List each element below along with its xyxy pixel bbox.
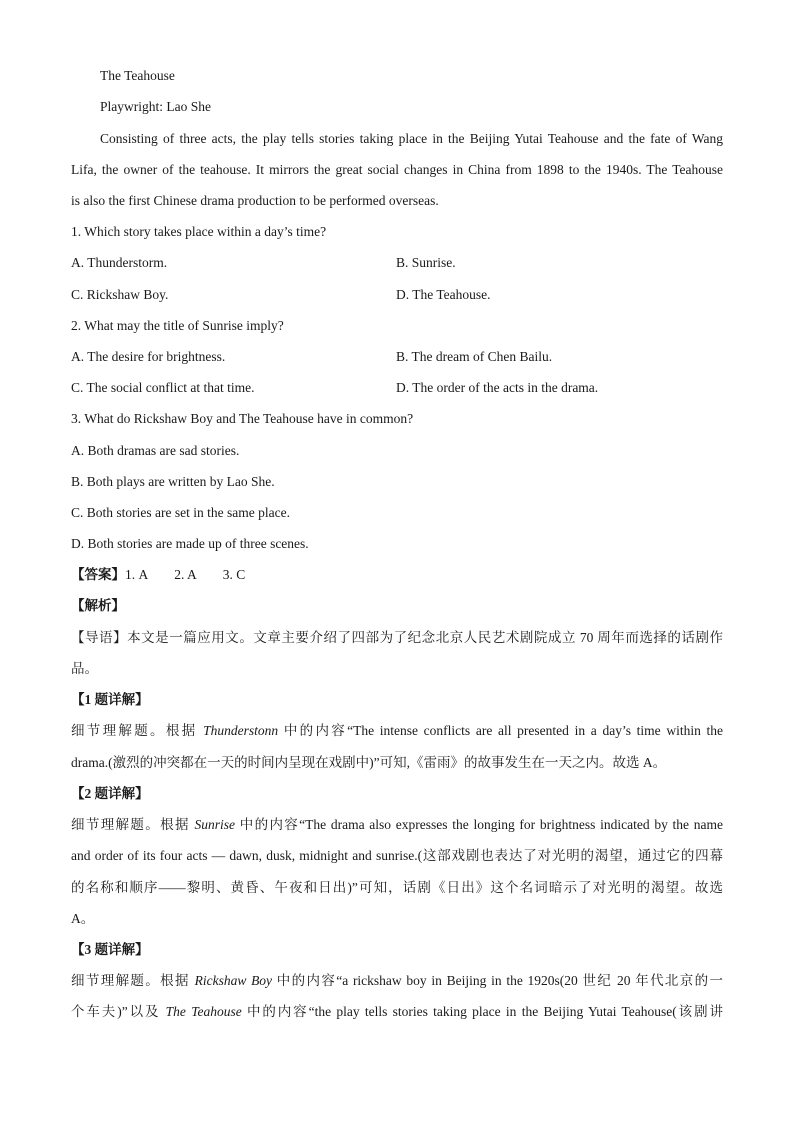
passage-paragraph-line: is also the first Chinese drama production to be performed overseas.	[71, 193, 439, 208]
q2-detail-line: 的名称和顺序——黎明、黄昏、午夜和日出)”可知，话剧《日出》这个名词暗示了对光明的渴望。故选	[71, 880, 723, 895]
question-3-option-b: B. Both plays are written by Lao She.	[71, 474, 275, 489]
q2-text: 细节理解题。根据	[71, 817, 195, 832]
q1-detail-line: drama.(激烈的冲突都在一天的时间内呈现在戏剧中)”可知,《雷雨》的故事发生在一天之内。故选 A。	[71, 755, 667, 770]
answer-2: 2. A	[174, 567, 197, 582]
q3-detail-heading: 【3 题详解】	[71, 942, 149, 957]
question-2-option-b: B. The dream of Chen Bailu.	[396, 349, 553, 364]
q3-title: The Teahouse	[165, 1004, 242, 1019]
guide-line: 品。	[71, 661, 98, 676]
q1-detail-line	[71, 721, 723, 741]
question-3-stem: 3. What do Rickshaw Boy and The Teahouse have in common?	[71, 411, 414, 426]
answer-line	[71, 565, 723, 585]
question-2-option-c: C. The social conflict at that time.	[71, 380, 255, 395]
passage-paragraph-line: Lifa, the owner of the teahouse. It mirrors the great social changes in China from 1898 to the 1940s. The Teahouse	[71, 162, 723, 177]
q2-text: 中的内容“The drama also expresses the longing for brightness indicated by the name	[235, 817, 723, 832]
passage-playwright: Playwright: Lao She	[100, 99, 211, 114]
guide-line: 【导语】本文是一篇应用文。文章主要介绍了四部为了纪念北京人民艺术剧院成立 70 周年而选择的话剧作	[71, 630, 723, 645]
q1-text: 细节理解题。根据	[71, 723, 204, 738]
q2-detail-line: and order of its four acts — dawn, dusk, midnight and sunrise.(这部戏剧也表达了对光明的渴望，通过它的四幕	[71, 848, 723, 863]
q2-detail-line: A。	[71, 911, 95, 926]
question-1-option-d: D. The Teahouse.	[396, 287, 491, 302]
q1-detail-heading: 【1 题详解】	[71, 692, 149, 707]
question-1-option-b: B. Sunrise.	[396, 255, 456, 270]
q3-text: 细节理解题。根据	[71, 973, 195, 988]
q3-detail-line	[71, 1002, 723, 1022]
question-3-option-c: C. Both stories are set in the same place.	[71, 505, 290, 520]
analysis-label: 【解析】	[71, 598, 125, 613]
question-1-option-c: C. Rickshaw Boy.	[71, 287, 169, 302]
answer-1: 1. A	[125, 567, 149, 582]
q3-title: Rickshaw Boy	[194, 973, 273, 988]
q3-text: 个车夫)”以及	[71, 1004, 166, 1019]
question-3-option-a: A. Both dramas are sad stories.	[71, 443, 240, 458]
q1-title: Thunderstonn	[203, 723, 279, 738]
q3-detail-line	[71, 971, 723, 991]
q2-detail-line	[71, 815, 723, 835]
q3-text: 中的内容“the play tells stories taking place in the Beijing Yutai Teahouse(该剧讲	[241, 1004, 723, 1019]
answer-3: 3. C	[222, 567, 246, 582]
question-2-stem: 2. What may the title of Sunrise imply?	[71, 318, 284, 333]
passage-paragraph-line: Consisting of three acts, the play tells stories taking place in the Beijing Yutai Teahouse and the fate of Wang	[100, 131, 723, 146]
question-1-stem: 1. Which story takes place within a day’s time?	[71, 224, 327, 239]
q2-title: Sunrise	[194, 817, 236, 832]
q2-detail-heading: 【2 题详解】	[71, 786, 149, 801]
passage-title: The Teahouse	[100, 68, 175, 83]
question-1-option-a: A. Thunderstorm.	[71, 255, 168, 270]
question-2-option-a: A. The desire for brightness.	[71, 349, 226, 364]
answer-label: 【答案】	[71, 567, 125, 582]
question-3-option-d: D. Both stories are made up of three scenes.	[71, 536, 309, 551]
question-2-option-d: D. The order of the acts in the drama.	[396, 380, 599, 395]
q1-text: 中的内容“The intense conflicts are all presented in a day’s time within the	[278, 723, 723, 738]
q3-text: 中的内容“a rickshaw boy in Beijing in the 1920s(20 世纪 20 年代北京的一	[272, 973, 723, 988]
